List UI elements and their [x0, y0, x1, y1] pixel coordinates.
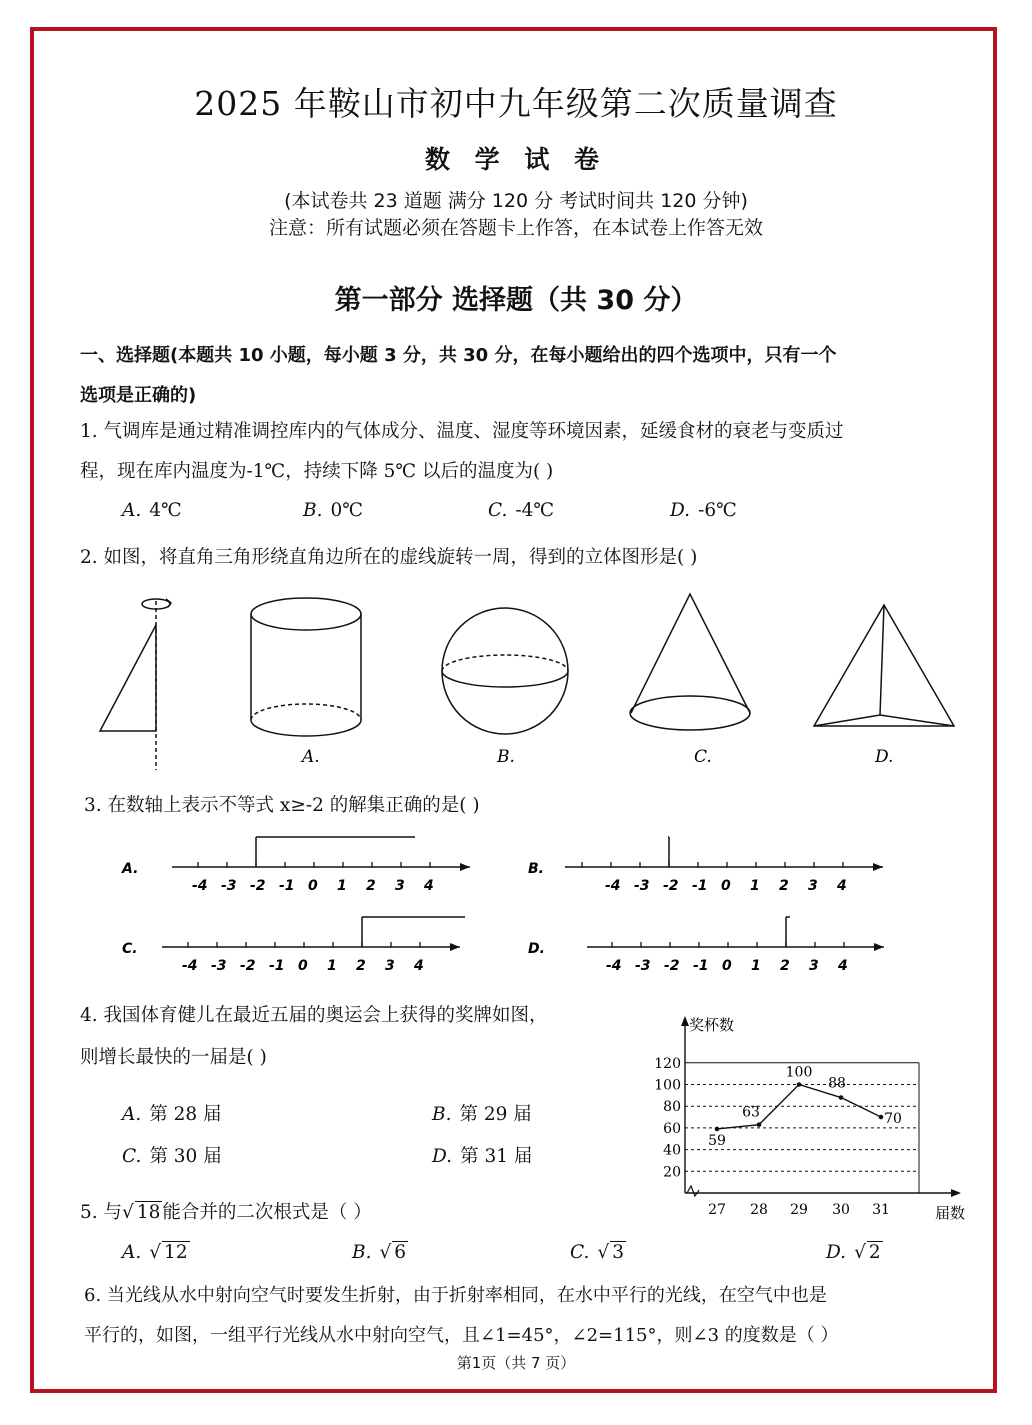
tick-label: 0: [308, 878, 318, 894]
number-line-b: [565, 837, 883, 894]
y-tick-label: 100: [654, 1077, 681, 1094]
y-tick-label: 80: [663, 1099, 681, 1116]
q2-label-a: A.: [302, 747, 320, 767]
data-point: [757, 1122, 762, 1127]
q4-option-c: C. 第 30 届: [122, 1146, 222, 1167]
pyramid-figure: [814, 605, 954, 726]
y-tick-label: 40: [663, 1142, 681, 1159]
q6-line2: 平行的，如图，一组平行光线从水中射向空气，且∠1=45°，∠2=115°，则∠3 的度数是（ ）: [84, 1325, 839, 1346]
cylinder-figure: [251, 598, 361, 736]
data-label: 59: [708, 1132, 726, 1149]
tick-label: 2: [779, 878, 789, 894]
tick-label: -2: [663, 878, 679, 894]
tick-label: 1: [750, 878, 760, 894]
tick-label: 4: [837, 878, 847, 894]
tick-label: -4: [606, 958, 622, 974]
q4-line1: 4. 我国体育健儿在最近五届的奥运会上获得的奖牌如图，: [80, 1005, 548, 1026]
data-point: [839, 1095, 844, 1100]
tick-label: -4: [182, 958, 198, 974]
tick-label: -1: [279, 878, 295, 894]
exam-info: (本试卷共 23 道题 满分 120 分 考试时间共 120 分钟): [284, 190, 748, 212]
x-tick-label: 27: [708, 1202, 726, 1218]
q3-label-b: B.: [528, 861, 544, 877]
data-point: [715, 1127, 720, 1132]
tick-label: 3: [809, 958, 819, 974]
tick-label: 3: [395, 878, 405, 894]
data-point: [797, 1082, 802, 1087]
medal-line-chart: [635, 1010, 985, 1225]
axis-arrow: [873, 863, 883, 871]
tick-label: 2: [780, 958, 790, 974]
q1-option-c: C. -4℃: [488, 500, 555, 521]
tick-label: 3: [808, 878, 818, 894]
tick-label: 0: [722, 958, 732, 974]
y-tick-label: 60: [663, 1120, 681, 1137]
tick-label: 0: [721, 878, 731, 894]
q1-line1: 1. 气调库是通过精准调控库内的气体成分、温度、湿度等环境因素，延缓食材的衰老与变质过: [80, 421, 844, 442]
x-axis-arrow: [951, 1189, 961, 1197]
q2-text: 2. 如图，将直角三角形绕直角边所在的虚线旋转一周，得到的立体图形是( ): [80, 547, 698, 568]
exam-subtitle: 数 学 试 卷: [424, 145, 608, 174]
q6-line1: 6. 当光线从水中射向空气时要发生折射，由于折射率相同，在水中平行的光线，在空气中也是: [84, 1285, 827, 1306]
q2-label-c: C.: [694, 747, 712, 767]
q5-option-a: A. √ 12: [122, 1242, 188, 1263]
y-tick-label: 120: [654, 1055, 681, 1072]
part-title: 第一部分 选择题（共 30 分）: [334, 285, 698, 316]
q4-option-b: B. 第 29 届: [432, 1104, 532, 1125]
rotating-triangle-figure: [100, 599, 171, 770]
axis-break-mark: [687, 1186, 699, 1196]
axis-arrow: [450, 943, 460, 951]
data-label: 70: [884, 1111, 902, 1128]
tick-label: -1: [692, 878, 708, 894]
sqrt-18: √ 18: [122, 1202, 161, 1223]
tick-label: 0: [298, 958, 308, 974]
x-tick-label: 28: [750, 1202, 768, 1218]
tick-label: 2: [366, 878, 376, 894]
x-tick-label: 29: [790, 1202, 808, 1218]
number-line-a: [172, 837, 470, 894]
tick-label: -2: [250, 878, 266, 894]
tick-label: 1: [751, 958, 761, 974]
tick-label: -3: [634, 878, 650, 894]
data-point: [879, 1115, 884, 1120]
q3-label-a: A.: [122, 861, 139, 877]
data-label: 63: [742, 1104, 760, 1121]
q3-label-c: C.: [122, 941, 138, 957]
tick-label: 2: [356, 958, 366, 974]
tick-label: -3: [221, 878, 237, 894]
exam-notice: 注意：所有试题必须在答题卡上作答，在本试卷上作答无效: [268, 217, 763, 239]
tick-label: -2: [240, 958, 256, 974]
exam-title: 2025 年鞍山市初中九年级第二次质量调查: [194, 84, 838, 123]
q3-number-lines: [110, 825, 910, 975]
x-tick-label: 31: [872, 1202, 890, 1218]
y-axis-arrow: [681, 1016, 689, 1026]
section-heading-line2: 选项是正确的): [80, 385, 197, 406]
q3-label-d: D.: [528, 941, 545, 957]
tick-label: 4: [838, 958, 848, 974]
q4-line2: 则增长最快的一届是( ): [80, 1047, 267, 1068]
tick-label: -2: [664, 958, 680, 974]
section-heading-line1: 一、选择题(本题共 10 小题，每小题 3 分，共 30 分，在每小题给出的四个选项中，只有一个: [80, 345, 837, 366]
x-tick-label: 30: [832, 1202, 850, 1218]
q5-option-b: B. √ 6: [352, 1242, 407, 1263]
data-label: 88: [828, 1075, 846, 1092]
q4-option-d: D. 第 31 届: [432, 1146, 533, 1167]
axis-arrow: [874, 943, 884, 951]
tick-label: 1: [327, 958, 337, 974]
q2-label-d: D.: [875, 747, 894, 767]
tick-label: 1: [337, 878, 347, 894]
tick-label: -3: [211, 958, 227, 974]
number-line-c: [162, 917, 465, 974]
page-footer: 第1页（共 7 页）: [456, 1354, 576, 1372]
q1-option-d: D. -6℃: [670, 500, 737, 521]
sphere-figure: [442, 608, 568, 734]
q5-text: 5. 与√ 18 能合并的二次根式是（ ）: [80, 1202, 372, 1223]
tick-label: -4: [605, 878, 621, 894]
tick-label: 4: [424, 878, 434, 894]
q5-option-c: C. √ 3: [570, 1242, 624, 1263]
tick-label: -1: [693, 958, 709, 974]
q2-figures: [80, 585, 980, 775]
q1-line2: 程，现在库内温度为-1℃，持续下降 5℃ 以后的温度为( ): [80, 461, 554, 482]
tick-label: -1: [269, 958, 285, 974]
tick-label: -3: [635, 958, 651, 974]
y-tick-label: 20: [663, 1164, 681, 1181]
tick-label: 3: [385, 958, 395, 974]
q5-option-d: D. √ 2: [826, 1242, 881, 1263]
q1-option-b: B. 0℃: [303, 500, 363, 521]
tick-label: -4: [192, 878, 208, 894]
q1-option-a: A. 4℃: [122, 500, 182, 521]
cone-figure: [630, 594, 750, 730]
axis-arrow: [460, 863, 470, 871]
q3-text: 3. 在数轴上表示不等式 x≥-2 的解集正确的是( ): [84, 795, 480, 816]
q2-label-b: B.: [497, 747, 515, 767]
q4-option-a: A. 第 28 届: [122, 1104, 222, 1125]
tick-label: 4: [414, 958, 424, 974]
x-axis-label: 届数: [935, 1204, 966, 1222]
data-label: 100: [785, 1064, 813, 1081]
number-line-d: [587, 917, 884, 974]
y-axis-label: 奖杯数: [689, 1016, 735, 1034]
